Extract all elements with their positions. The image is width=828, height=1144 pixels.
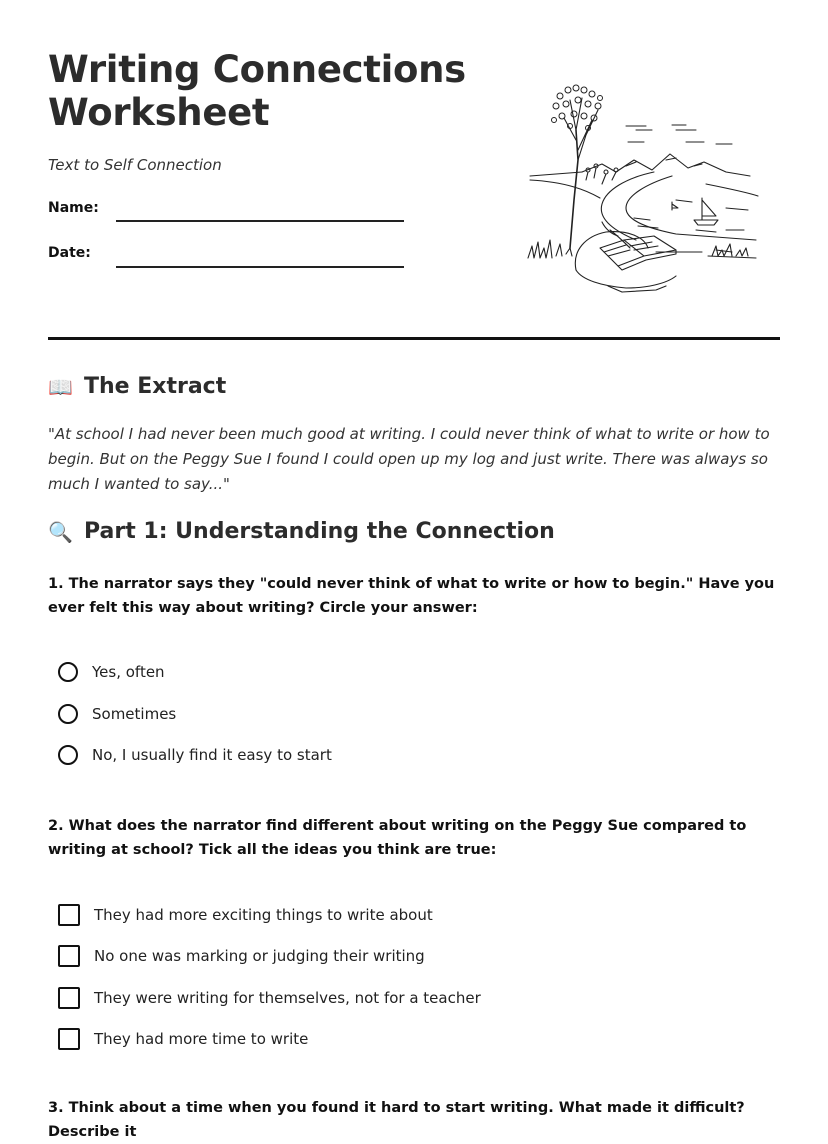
q1-option-yes-often[interactable] (58, 662, 165, 682)
worksheet-title: Writing Connections Worksheet (48, 48, 466, 134)
magnifying-glass-icon: 🔍 (48, 519, 73, 544)
extract-heading (48, 374, 226, 399)
question-2: 2. What does the narrator find different about writing on the Peggy Sue compared to writing at school? Tick all the ideas you think are true: (48, 818, 747, 858)
question-1: 1. The narrator says they "could never think of what to write or how to begin." Have you ever felt this way about writing? Circle your answer: (48, 576, 775, 616)
radio-button[interactable] (58, 662, 78, 682)
option-label: No one was marking or judging their writing (94, 947, 425, 965)
q2-option-for-themselves[interactable] (58, 987, 481, 1009)
q2-option-no-marking[interactable] (58, 945, 425, 967)
checkbox[interactable] (58, 904, 80, 926)
date-field[interactable] (116, 266, 404, 268)
radio-button[interactable] (58, 704, 78, 724)
date-label: Date: (48, 245, 91, 261)
checkbox[interactable] (58, 1028, 80, 1050)
checkbox[interactable] (58, 945, 80, 967)
radio-button[interactable] (58, 745, 78, 765)
name-field[interactable] (116, 220, 404, 222)
q1-option-no[interactable] (58, 745, 332, 765)
worksheet-subtitle: Text to Self Connection (48, 156, 222, 174)
option-label: Sometimes (92, 705, 177, 723)
option-label: They were writing for themselves, not for a teacher (94, 989, 481, 1007)
part1-heading (48, 519, 555, 544)
name-label: Name: (48, 200, 99, 216)
question-3: 3. Think about a time when you found it hard to start writing. What made it difficult? Describe it (48, 1100, 745, 1140)
checkbox[interactable] (58, 987, 80, 1009)
option-label: They had more exciting things to write about (94, 906, 433, 924)
landscape-with-tree-river-sailboat-and-open-book-icon (526, 80, 760, 300)
option-label: No, I usually find it easy to start (92, 746, 332, 764)
extract-quote: "At school I had never been much good at writing. I could never think of what to write or how to begin. But on the Peggy Sue I found I could open up my log and just write. There was always so much I wanted to say..." (48, 425, 770, 493)
option-label: Yes, often (92, 663, 165, 681)
q1-option-sometimes[interactable] (58, 704, 176, 724)
option-label: They had more time to write (94, 1030, 309, 1048)
section-divider (48, 337, 780, 340)
q2-option-exciting-things[interactable] (58, 904, 433, 926)
open-book-icon: 📖 (48, 374, 73, 399)
part1-heading-text: Part 1: Understanding the Connection (84, 519, 555, 544)
extract-heading-text: The Extract (84, 374, 227, 399)
q2-option-more-time[interactable] (58, 1028, 308, 1050)
